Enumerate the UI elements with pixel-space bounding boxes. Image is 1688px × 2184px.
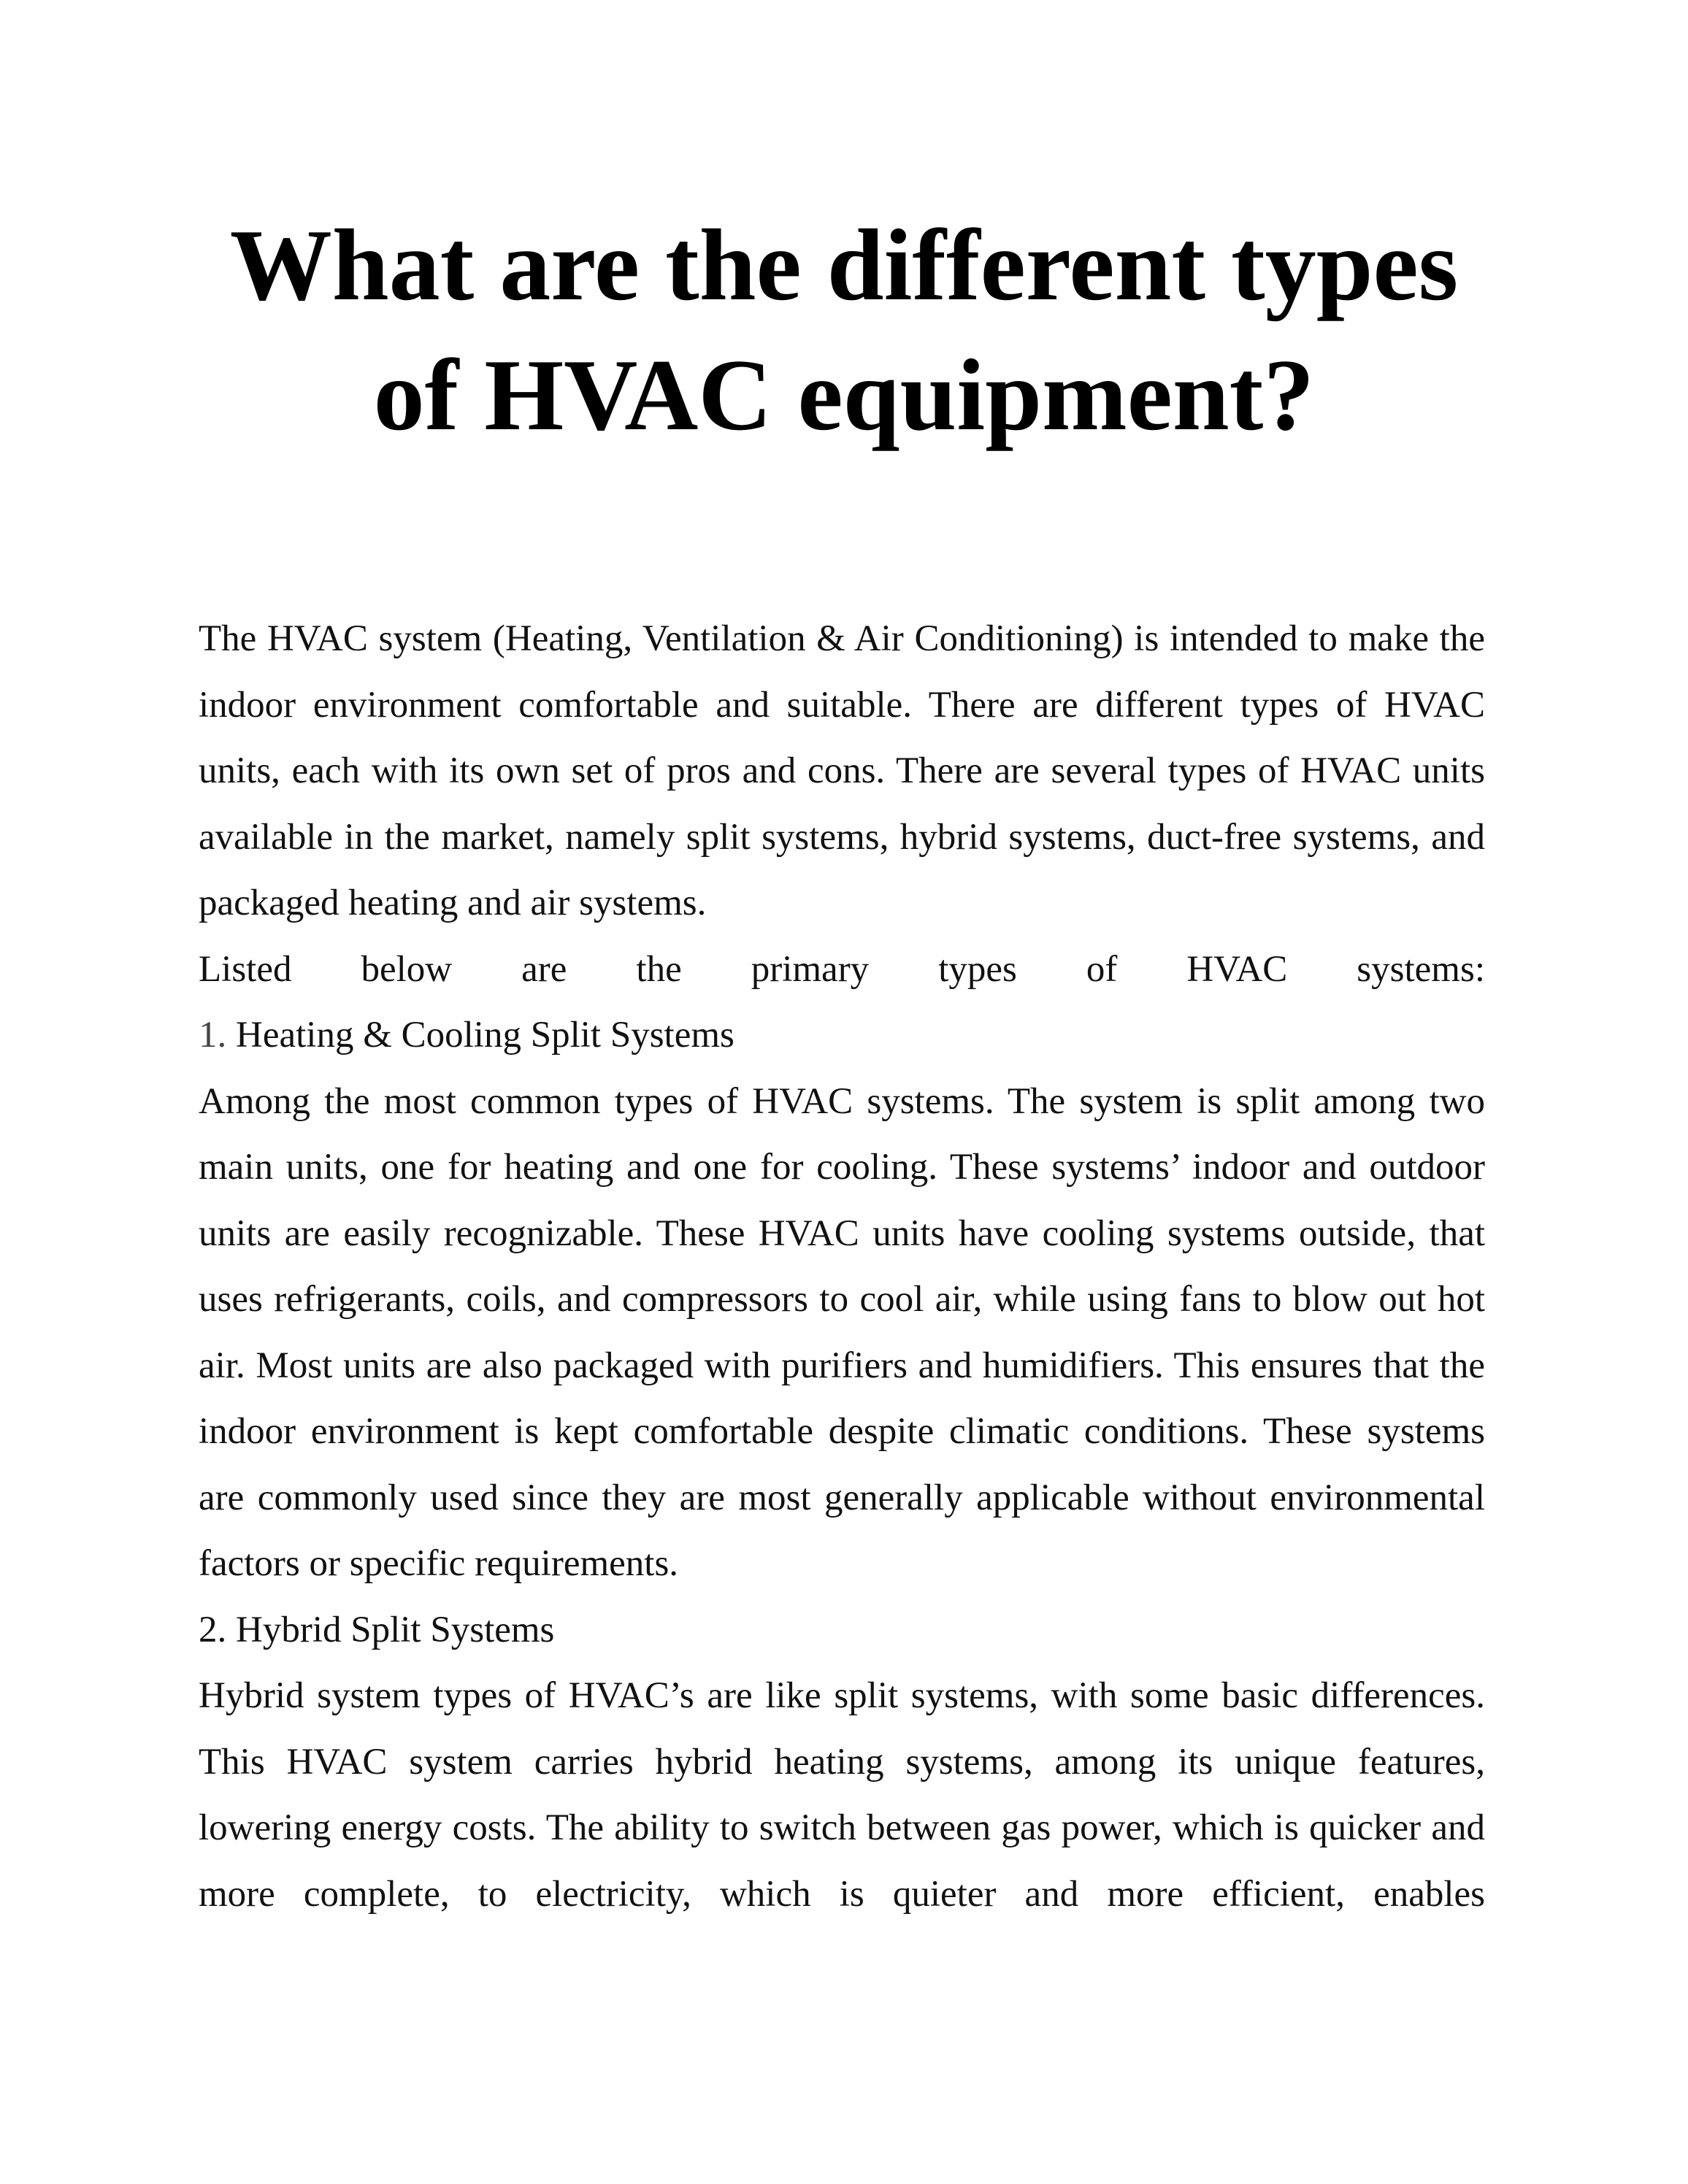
- listed-below-line: Listed below are the primary types of HVAC systems:: [199, 948, 1485, 990]
- page-title-line-2: of HVAC equipment?: [373, 339, 1315, 452]
- section-1-heading-text: Heating & Cooling Split Systems: [236, 1015, 734, 1056]
- section-2-paragraph: Hybrid system types of HVAC’s are like split systems, with some basic differences. This HVAC system carries hybrid heating systems, among its unique features, lowering energy costs. The ability to switch between gas power, which is quicker and more complete, to electricity, which is quieter and more efficient, enables: [199, 1675, 1485, 1915]
- section-1-heading: [199, 1002, 1485, 1069]
- document-body: [199, 606, 1485, 1927]
- section-2-heading: 2. Hybrid Split Systems: [199, 1609, 555, 1650]
- intro-paragraph: The HVAC system (Heating, Ventilation & Air Conditioning) is intended to make the indoor environment comfortable and suitable. There are different types of HVAC units, each with its own set of pros and cons. There are several types of HVAC units available in the market, namely split systems, hybrid systems, duct-free systems, and packaged heating and air systems.: [199, 618, 1485, 923]
- section-1-paragraph: Among the most common types of HVAC systems. The system is split among two main units, one for heating and one for cooling. These systems’ indoor and outdoor units are easily recognizable. These HVAC units have cooling systems outside, that uses refrigerants, coils, and compressors to cool air, while using fans to blow out hot air. Most units are also packaged with purifiers and humidifiers. This ensures that the indoor environment is kept comfortable despite climatic conditions. These systems are commonly used since they are most generally applicable without environmental factors or specific requirements.: [199, 1080, 1485, 1584]
- page-title: [0, 201, 1688, 461]
- page-title-line-1: What are the different types: [229, 209, 1459, 322]
- section-1-number: 1.: [199, 1015, 227, 1056]
